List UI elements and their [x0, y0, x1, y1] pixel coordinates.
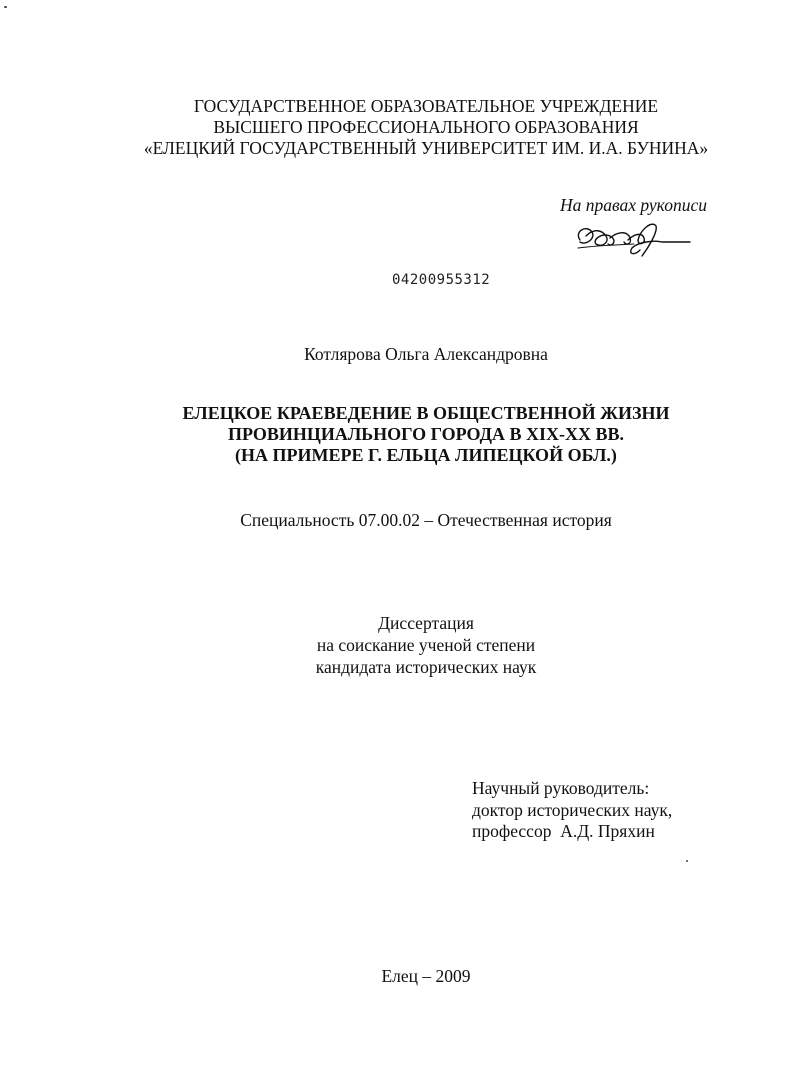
specialty	[30, 510, 792, 531]
supervisor-block	[472, 778, 772, 843]
degree-line: Диссертация	[378, 613, 474, 633]
author-name-text: Котлярова Ольга Александровна	[304, 344, 548, 364]
scan-speck	[686, 860, 688, 862]
institution-line: «ЕЛЕЦКИЙ ГОСУДАРСТВЕННЫЙ УНИВЕРСИТЕТ ИМ. И.А. БУНИНА»	[143, 138, 709, 158]
degree-line: на соискание ученой степени	[316, 635, 536, 655]
degree-statement	[30, 612, 792, 678]
supervisor-line: Научный руководитель:	[472, 778, 650, 798]
institution-header	[30, 96, 792, 159]
inventory-number: 04200955312	[392, 272, 491, 288]
rights-note: На правах рукописи	[560, 195, 707, 215]
institution-line: ГОСУДАРСТВЕННОЕ ОБРАЗОВАТЕЛЬНОЕ УЧРЕЖДЕНИЕ	[193, 96, 659, 116]
scan-speck	[4, 6, 7, 8]
institution-line: ВЫСШЕГО ПРОФЕССИОНАЛЬНОГО ОБРАЗОВАНИЯ	[213, 117, 639, 137]
degree-line: кандидата исторических наук	[315, 657, 537, 677]
place-year-text: Елец – 2009	[381, 966, 471, 986]
handwritten-signature	[572, 218, 692, 260]
title-line: (НА ПРИМЕРЕ Г. ЕЛЬЦА ЛИПЕЦКОЙ ОБЛ.)	[235, 445, 617, 465]
title-line: ПРОВИНЦИАЛЬНОГО ГОРОДА В XIX-XX ВВ.	[227, 424, 625, 444]
title-line: ЕЛЕЦКОЕ КРАЕВЕДЕНИЕ В ОБЩЕСТВЕННОЙ ЖИЗНИ	[182, 403, 670, 423]
place-and-year	[30, 966, 792, 987]
supervisor-line: доктор исторических наук,	[472, 799, 673, 820]
supervisor-line: профессор А.Д. Пряхин	[472, 821, 655, 841]
author-name	[30, 344, 792, 365]
dissertation-title	[30, 403, 792, 466]
specialty-text: Специальность 07.00.02 – Отечественная история	[240, 510, 612, 530]
